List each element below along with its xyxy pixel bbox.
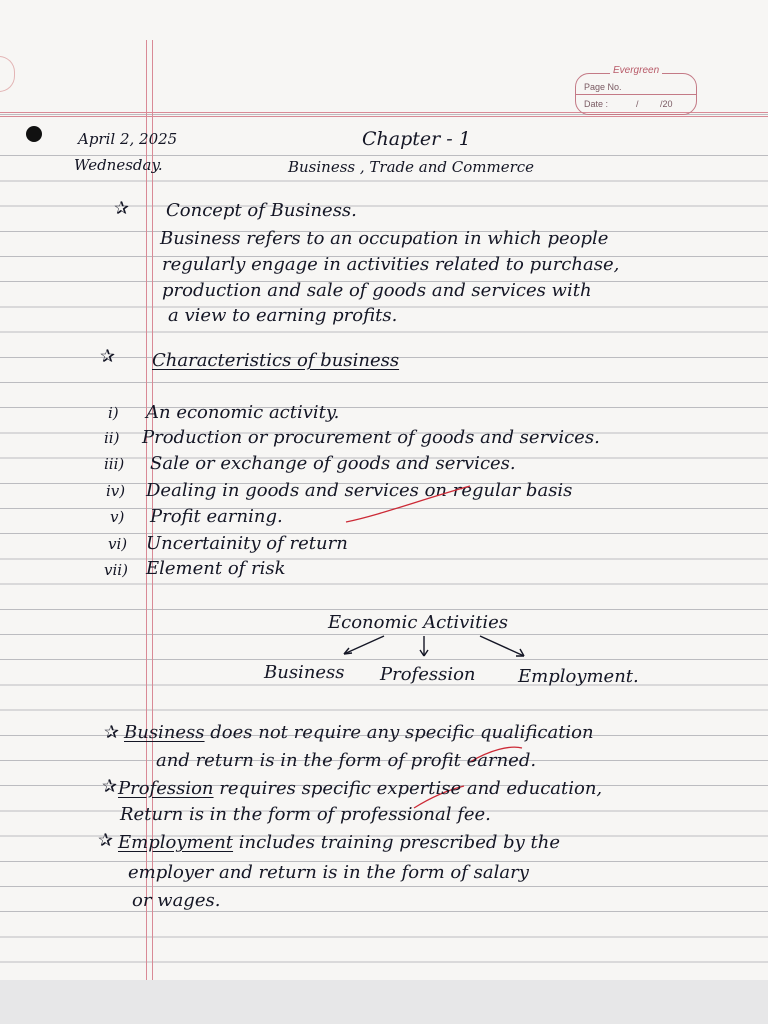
star-bullet-icon: ✰ xyxy=(102,776,118,797)
brand-label: Evergreen xyxy=(610,65,662,76)
characteristics-heading: Characteristics of business xyxy=(152,350,400,371)
note-term: Employment xyxy=(118,832,234,853)
concept-line-2: regularly engage in activities related to purchase, xyxy=(162,254,620,275)
characteristic-item: Profit earning. xyxy=(150,506,283,527)
note-text: does not require any specific qualification xyxy=(210,722,594,743)
concept-line-1: Business refers to an occupation in which people xyxy=(160,228,609,249)
date-label: Date : xyxy=(584,99,609,109)
star-bullet-icon: ✰ xyxy=(100,346,116,367)
date-slash: / xyxy=(636,99,639,109)
page-day: Wednesday. xyxy=(74,156,163,174)
economic-activities-heading: Economic Activities xyxy=(328,612,508,633)
item-number: ii) xyxy=(104,429,120,447)
chapter-title: Chapter - 1 xyxy=(362,128,471,150)
characteristic-item: Uncertainity of return xyxy=(146,533,348,554)
note-profession-line-2: Return is in the form of professional fee. xyxy=(120,804,491,825)
note-employment xyxy=(118,832,560,854)
characteristic-item: Production or procurement of goods and services. xyxy=(142,427,600,448)
concept-heading: Concept of Business. xyxy=(166,200,357,221)
characteristic-item: Element of risk xyxy=(146,558,286,579)
star-bullet-icon: ✰ xyxy=(114,198,130,219)
branch-profession: Profession xyxy=(380,664,476,685)
note-business xyxy=(124,722,594,744)
item-number: vii) xyxy=(104,561,128,579)
branch-employment: Employment. xyxy=(518,666,639,687)
note-employment-line-3: or wages. xyxy=(132,890,221,911)
note-term: Profession xyxy=(118,778,214,799)
note-text: requires specific expertise and education, xyxy=(219,778,603,799)
concept-line-4: a view to earning profits. xyxy=(168,305,398,326)
item-number: iii) xyxy=(104,455,125,473)
item-number: vi) xyxy=(108,535,128,553)
note-employment-line-2: employer and return is in the form of salary xyxy=(128,862,529,883)
note-term: Business xyxy=(124,722,205,743)
star-bullet-icon: ✰ xyxy=(104,722,120,743)
date-year: /20 xyxy=(660,99,673,109)
branch-business: Business xyxy=(264,662,345,683)
page-date: April 2, 2025 xyxy=(78,130,178,148)
page-no-label: Page No. xyxy=(584,82,622,92)
item-number: iv) xyxy=(106,482,126,500)
characteristic-item: Sale or exchange of goods and services. xyxy=(150,453,516,474)
item-number: v) xyxy=(110,508,125,526)
note-profession xyxy=(118,778,602,800)
concept-line-3: production and sale of goods and services with xyxy=(162,280,592,301)
note-business-line-2: and return is in the form of profit earned. xyxy=(156,750,537,771)
item-number: i) xyxy=(108,404,119,422)
star-bullet-icon: ✰ xyxy=(98,830,114,851)
note-text: includes training prescribed by the xyxy=(238,832,560,853)
chapter-subtitle: Business , Trade and Commerce xyxy=(288,158,535,176)
characteristic-item: Dealing in goods and services on regular basis xyxy=(146,480,573,501)
characteristic-item: An economic activity. xyxy=(146,402,340,423)
